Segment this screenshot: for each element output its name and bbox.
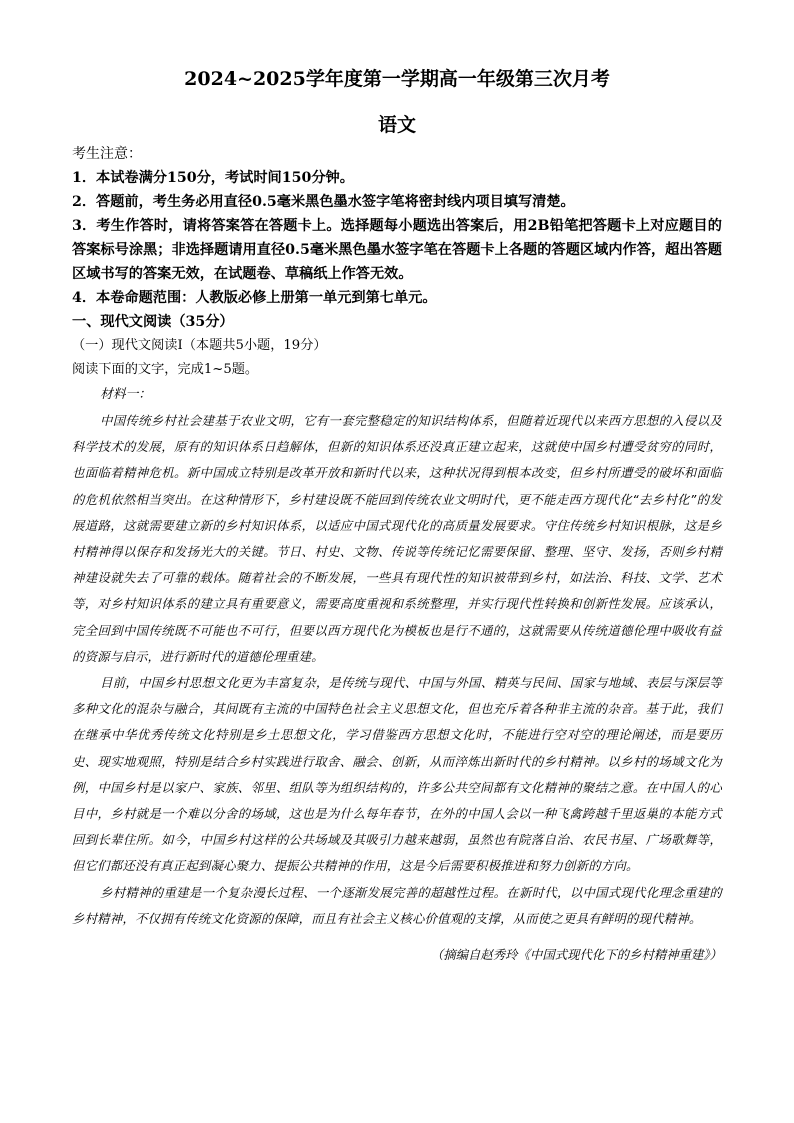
subsection-heading: （一）现代文阅读Ⅰ（本题共5小题，19分） [72,338,327,353]
exam-title: 2024~2025学年度第一学期高一年级第三次月考 [184,68,610,90]
passage-paragraph-2: 目前，中国乡村思想文化更为丰富复杂，是传统与现代、中国与外国、精英与民间、国家与地域、表层与深层等多种文化的混杂与融合，其间既有主流的中国特色社会主义思想文化，但也充斥着各种非主流的杂音。基于此，我们在继承中华优秀传统文化特别是乡土思想文化，学习借鉴西方思想文化时，不能进行空对空的理论阐述，而是要历史、现实地观照，特别是结合乡村实践进行取舍、融会、创新，从而淬炼出新时代的乡村精神。以乡村的场域文化为例，中国乡村是以家户、家族、邻里、组队等为组织结构的，许多公共空间都有文化精神的聚结之意。在中国人的心目中，乡村就是一个难以分舍的场域，这也是为什么每年春节，在外的中国人会以一种飞禽跨越千里返巢的本能方式回到长辈住所。如今，中国乡村这样的公共场域及其吸引力越来越弱，虽然也有院落自治、农民书屋、广场歌舞等，但它们都还没有真正起到凝心聚力、提振公共精神的作用，这是今后需要积极推进和努力创新的方向。 [72,675,722,874]
notice-item-3: 3．考生作答时，请将答案答在答题卡上。选择题每小题选出答案后，用2B铅笔把答题卡上对应题目的答案标号涂黑；非选择题请用直径0.5毫米黑色墨水签字笔在答题卡上各题的答题区域内作答，超出答题区域书写的答案无效，在试题卷、草稿纸上作答无效。 [72,218,722,282]
notice-heading: 考生注意： [72,146,142,162]
exam-page [72,64,722,968]
exam-notice [72,142,722,310]
passage-paragraph-3: 乡村精神的重建是一个复杂漫长过程、一个逐渐发展完善的超越性过程。在新时代，以中国式现代化理念重建的乡村精神，不仅拥有传统文化资源的保障，而且有社会主义核心价值观的支撑，从而使之更具有鲜明的现代精神。 [72,884,722,926]
notice-item-2: 2．答题前，考生务必用直径0.5毫米黑色墨水签字笔将密封线内项目填写清楚。 [72,194,575,210]
notice-item-1: 1．本试卷满分150分，考试时间150分钟。 [72,170,354,186]
subject-title: 语文 [377,114,416,136]
passage-source: （摘编自赵秀玲《中国式现代化下的乡村精神重建》） [430,947,722,963]
material-label: 材料一： [100,387,152,402]
notice-item-4: 4．本卷命题范围：人教版必修上册第一单元到第七单元。 [72,290,437,306]
reading-instruction: 阅读下面的文字，完成1~5题。 [72,362,259,377]
section-heading: 一、现代文阅读（35分） [72,314,234,330]
passage-paragraph-1: 中国传统乡村社会建基于农业文明，它有一套完整稳定的知识结构体系，但随着近现代以来西方思想的入侵以及科学技术的发展，原有的知识体系日趋解体，但新的知识体系还没真正建立起来，这就使中国乡村遭受贫穷的同时，也面临着精神危机。新中国成立特别是改革开放和新时代以来，这种状况得到根本改变，但乡村所遭受的破坏和面临的危机依然相当突出。在这种情形下，乡村建设既不能回到传统农业文明时代，更不能走西方现代化“去乡村化”的发展道路，这就需要建立新的乡村知识体系，以适应中国式现代化的高质量发展要求。守住传统乡村知识根脉，这是乡村精神得以保存和发扬光大的关键。节日、村史、文物、传说等传统记忆需要保留、整理、坚守、发扬，否则乡村精神建设就失去了可靠的载体。随着社会的不断发展，一些具有现代性的知识被带到乡村，如法治、科技、文学、艺术等，对乡村知识体系的建立具有重要意义，需要高度重视和系统整理，并实行现代性转换和创新性发展。应该承认，完全回到中国传统既不可能也不可行，但要以西方现代化为模板也是行不通的，这就需要从传统道德伦理中吸收有益的资源与启示，进行新时代的道德伦理重建。 [72,413,722,664]
